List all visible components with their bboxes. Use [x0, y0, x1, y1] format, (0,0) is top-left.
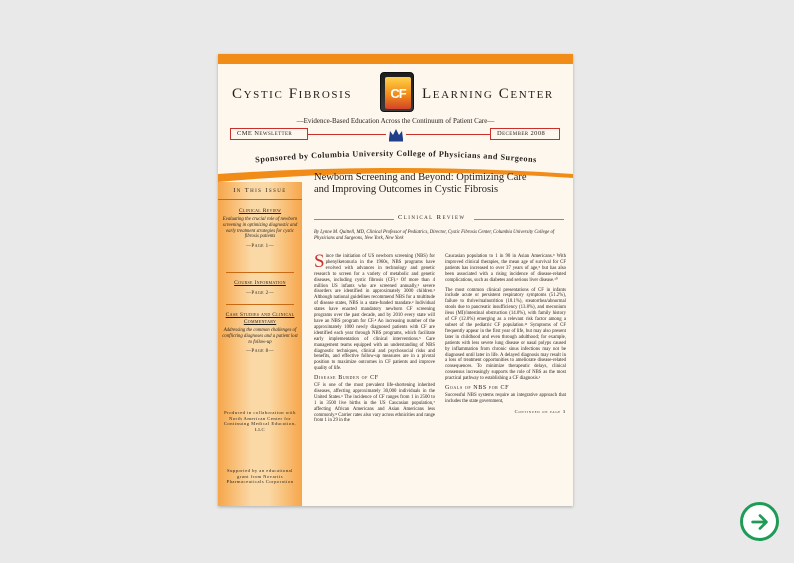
sidebar-grant-note: Produced in collaboration with North American Center for Continuing Medical Education, LLC	[223, 410, 297, 432]
headline-line-2: and Improving Outcomes in Cystic Fibrosis	[314, 184, 499, 195]
tagline: —Evidence-Based Education Across the Continuum of Patient Care—	[296, 117, 495, 125]
section-line-left	[314, 219, 394, 220]
left-hairline	[308, 134, 386, 135]
disease-burden-paragraph: CF is one of the most prevalent life-shortening inherited diseases, affecting approximately 30,000 individuals in the United States.⁶ The incidence of CF ranges from 1 in 2500 to 1 in 3500 live births in the US Caucasian population,⁷ affecting African Americans and Asian Americans less commonly.⁸ Carrier rates also vary across ethnicities and range from 1 in 29 in the	[314, 383, 435, 424]
section-label: Clinical Review	[398, 214, 466, 221]
subhead-disease-burden: Disease Burden of CF	[314, 375, 379, 382]
label-row	[218, 128, 573, 144]
right-hairline	[406, 134, 490, 135]
sidebar-item-course-information[interactable]	[222, 280, 298, 296]
newsletter-page	[218, 54, 573, 506]
sidebar-item-page: —Page 8—	[246, 349, 274, 355]
cf-logo	[380, 72, 414, 112]
article-column-2	[445, 254, 566, 415]
section-line-right	[474, 219, 564, 220]
sidebar-item-desc: Addressing the common challenges of conflicting diagnoses and a patient lost to follow-up	[222, 328, 298, 345]
sidebar-item-clinical-review[interactable]	[222, 208, 298, 249]
sidebar-support-note: Supported by an educational grant from Novartis Pharmaceuticals Corporation	[226, 468, 294, 485]
next-page-button[interactable]	[740, 502, 779, 541]
sidebar-item-title: Course Information	[234, 280, 286, 286]
sidebar-heading: In This Issue	[218, 182, 302, 200]
sidebar-divider	[226, 304, 294, 305]
crown-icon	[388, 128, 404, 142]
sidebar-item-case-studies[interactable]	[222, 312, 298, 354]
sidebar-item-page: —Page 2—	[246, 291, 274, 296]
column-2-paragraph-1: Caucasian population to 1 in 90 in Asian Americans.⁹ With improved clinical therapies, the mean age of survival for CF patients has increased to over 37 years of age,⁵ but has also been associated with a rising incidence of disease-related complications, such as diabetes and serious liver disease.¹⁰	[445, 254, 566, 283]
masthead	[218, 72, 573, 112]
sidebar-item-page: —Page 1—	[246, 244, 274, 250]
goals-paragraph: Successful NBS systems require an integrative approach that includes the state government,	[445, 392, 566, 404]
arrow-right-circle-icon	[749, 511, 771, 533]
svg-text:Sponsored by Columbia Universi	[255, 149, 537, 164]
intro-paragraph	[314, 251, 435, 372]
sidebar-item-desc: Evaluating the crucial role of newborn screening in optimizing diagnostic and early treatment strategies for cystic fibrosis patients	[222, 217, 298, 240]
drop-cap: S	[314, 251, 325, 272]
masthead-title-left: Cystic Fibrosis	[232, 86, 353, 102]
sponsor-text: Sponsored by Columbia University College of Physicians and Surgeons	[254, 148, 538, 165]
section-divider	[314, 214, 564, 226]
headline-line-1: Newborn Screening and Beyond: Optimizing Care	[314, 172, 527, 183]
article-column-1	[314, 251, 435, 428]
sidebar-divider	[226, 272, 294, 273]
article-byline: By Lynne M. Quittell, MD, Clinical Professor of Pediatrics, Director, Cystic Fibrosis Center, Columbia University College of Physicians and Surgeons, New York, New York	[314, 230, 555, 242]
continued-link[interactable]: Continued on page 3	[514, 408, 566, 414]
article-headline	[314, 172, 564, 196]
sidebar-item-title: Case Studies and Clinical Commentary	[225, 312, 295, 325]
newsletter-type-label: CME Newsletter	[230, 128, 308, 140]
column-2-paragraph-2: The most common clinical presentations of CF in infants include acute or persistent respiratory symptoms (51.2%), failure to thrive/malnutrition (18.1%), steatorrhea/abnormal stools due to pancreatic insufficiency (13.8%), and meconium ileus (MI)/intestinal obstruction (14.0%), with family history of CF (12.0%) emerging as a relevant risk factor among a subset of the pediatric CF population.¹¹ Symptoms of CF frequently appear in the first year of life, but may also present later in childhood and even through adulthood; for example, patients with less severe lung disease or nasal polyps caused by inflammation from chronic sinus infections may not be diagnosed until later in life. A delayed diagnosis may result in a loss of treatment opportunities to ameliorate disease-related consequences. To minimize therapeutic delays, clinical consensus increasingly supports the role of NBS as the most practical pathway to establishing a CF diagnosis.¹	[445, 287, 566, 382]
top-orange-band	[218, 54, 573, 64]
issue-date-label: December 2008	[490, 128, 560, 140]
in-this-issue-sidebar	[218, 182, 302, 506]
sidebar-item-title: Clinical Review	[238, 208, 282, 214]
intro-text: ince the initiation of US newborn screening (NBS) for phenylketonuria in the 1960s, NBS programs have evolved with advances in technology and genetic research to screen for a variety of metabolic and genetic diseases, including cystic fibrosis (CF).¹ Of more than 4 million US infants who are screened annually,² severe disorders are identified in approximately 3000 children.³ Although national guidelines recommend NBS for a multitude of disease states, NBS is a state-funded mandate.² Individual states have enacted mandatory newborn CF screening programs over the past decade, and by 2010 every state will have an NBS program for CF.⁴ An increasing number of the approximately 1000 newly diagnosed patients with CF are identified each year through NBS programs, which facilitate early implementation of clinical interventions.⁵ Care management teams equipped with an understanding of NBS diagnostic techniques, clinical and psychosocial risks and benefits, and effective follow-up measures are in a pivotal position to maximize outcomes in CF patients and improve quality of life.	[314, 254, 435, 372]
subhead-goals-nbs: Goals of NBS for CF	[445, 385, 510, 392]
cf-logo-mark: CF	[385, 77, 411, 109]
masthead-title-right: Learning Center	[422, 86, 554, 102]
